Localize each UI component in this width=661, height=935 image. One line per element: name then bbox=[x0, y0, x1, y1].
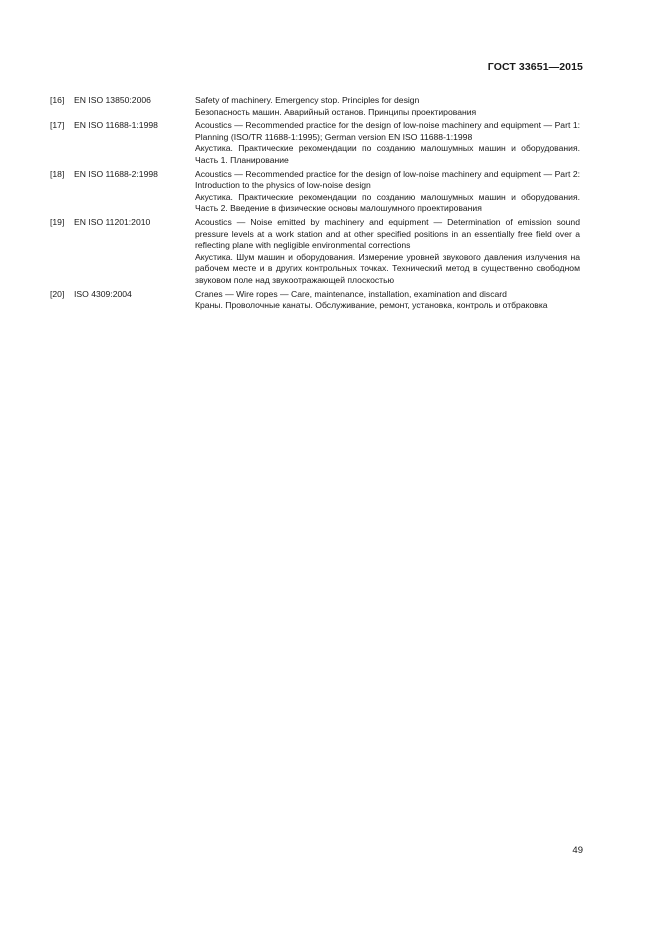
reference-code: EN ISO 11201:2010 bbox=[74, 216, 151, 227]
reference-number: [17] bbox=[50, 120, 65, 131]
reference-body bbox=[195, 120, 580, 166]
reference-title-en: Acoustics — Recommended practice for the design of low-noise machinery and equipment — Part 1: Planning (ISO/TR 11688-1:1995); German version EN ISO 11688-1:1998 bbox=[195, 120, 580, 142]
bibliography-entry bbox=[50, 289, 580, 312]
bibliography-entry bbox=[50, 169, 580, 215]
reference-title-en: Acoustics — Recommended practice for the design of low-noise machinery and equipment — Part 2: Introduction to the physics of low-noise design bbox=[195, 168, 580, 191]
reference-title-ru: Акустика. Практические рекомендации по созданию малошумных машин и оборудования. Часть 1. Планирование bbox=[195, 143, 580, 165]
reference-number: [20] bbox=[50, 288, 65, 299]
reference-title-ru: Краны. Проволочные канаты. Обслуживание, ремонт, установка, контроль и отбраковка bbox=[195, 300, 548, 311]
bibliography-entry bbox=[50, 95, 580, 118]
page-number: 49 bbox=[572, 845, 583, 856]
reference-code: EN ISO 13850:2006 bbox=[74, 95, 151, 105]
reference-body bbox=[195, 169, 580, 215]
reference-title-en: Safety of machinery. Emergency stop. Principles for design bbox=[195, 95, 420, 105]
reference-code: EN ISO 11688-1:1998 bbox=[74, 120, 158, 131]
bibliography-list bbox=[50, 95, 580, 312]
reference-number: [18] bbox=[50, 168, 65, 179]
reference-code: ISO 4309:2004 bbox=[74, 288, 132, 299]
bibliography-entry bbox=[50, 217, 580, 287]
reference-body bbox=[195, 289, 580, 312]
reference-number: [19] bbox=[50, 216, 65, 227]
reference-body bbox=[195, 217, 580, 287]
document-header: ГОСТ 33651—2015 bbox=[487, 61, 583, 73]
reference-title-ru: Акустика. Практические рекомендации по созданию малошумных машин и оборудования. Часть 2. Введение в физические основы малошумного проектирования bbox=[195, 191, 580, 214]
reference-title-ru: Безопасность машин. Аварийный останов. Принципы проектирования bbox=[195, 106, 477, 117]
reference-title-en: Cranes — Wire ropes — Care, maintenance, installation, examination and discard bbox=[195, 288, 507, 299]
reference-title-en: Acoustics — Noise emitted by machinery and equipment — Determination of emission sound pressure levels at a work station and at other specified positions in an essentially free field over a reflecting plane with negligible environmental corrections bbox=[195, 216, 580, 251]
reference-body bbox=[195, 95, 580, 118]
reference-number: [16] bbox=[50, 95, 65, 105]
bibliography-entry bbox=[50, 120, 580, 166]
reference-title-ru: Акустика. Шум машин и оборудования. Измерение уровней звукового давления излучения на рабочем месте и в других контрольных точках. Технический метод в существенно свободном звуковом поле над звукоотражающей плоскостью bbox=[195, 251, 580, 285]
reference-code: EN ISO 11688-2:1998 bbox=[74, 168, 158, 179]
